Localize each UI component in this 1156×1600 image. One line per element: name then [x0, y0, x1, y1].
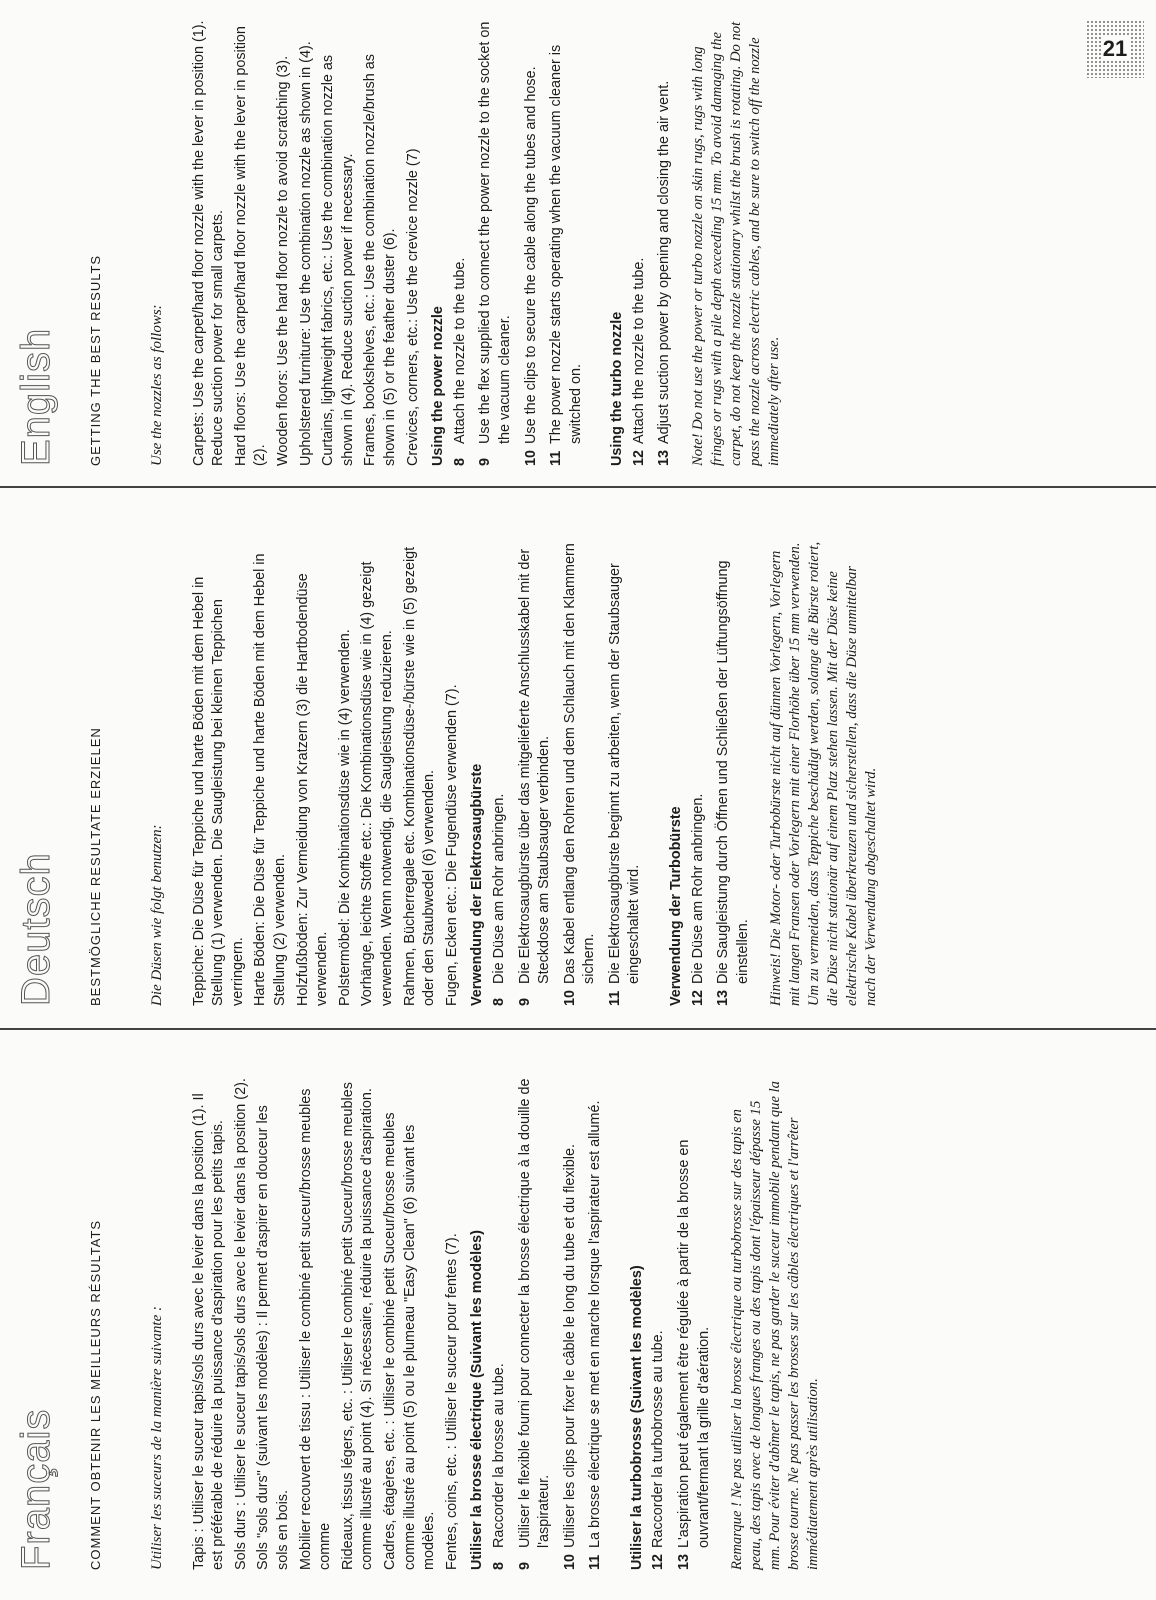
paragraph: Polstermöbel: Die Kombinationsdüse wie in (4) verwenden. [336, 629, 353, 1006]
paragraph: Curtains, lightweight fabrics, etc.: Use the combination nozzle as shown in (4). Reduce suction power if necessary. [320, 54, 356, 466]
paragraph: Vorhänge, leichte Stoffe etc.: Die Kombinationsdüse wie in (4) gezeigt verwenden. Wenn notwendig, die Saugleistung reduzieren. [359, 561, 395, 1006]
step-text: Utiliser les clips pour fixer le câble le long du tube et du flexible. [561, 1144, 578, 1548]
step-text: Attach the nozzle to the tube. [451, 257, 468, 444]
step-number: 10 [561, 989, 578, 1006]
paragraph: Frames, bookshelves, etc.: Use the combination nozzle/brush as shown in (5) or the feather duster (6). [362, 54, 398, 466]
step-text: La brosse électrique se met en marche lorsque l'aspirateur est allumé. [587, 1100, 604, 1548]
warning-note: Hinweis! Die Motor- oder Turbobürste nicht auf dünnen Vorlegern, Vorlegern mit langen Fransen oder Vorlegern mit einer Florhöhe über 15 mm verwenden. Um zu vermeiden, dass Teppiche beschädigt werden, solange die Bürste rotiert, die Düse nicht stationär auf einem Platz stehen lassen. Mit der Düse keine elektrische Kabel überkreuzen und sicherstellen, dass die Düse unmittelbar nach der Verwendung abgeschaltet wird. [768, 541, 880, 1006]
step-number: 12 [630, 449, 647, 466]
turbo-nozzle-heading: Using the turbo nozzle [609, 311, 626, 466]
german-body [148, 536, 881, 1006]
intro-text: Use the nozzles as follows: [149, 304, 165, 466]
step-text: Das Kabel entlang den Rohren und dem Schlauch mit den Klammern sichern. [561, 543, 598, 984]
paragraph: Wooden floors: Use the hard floor nozzle to avoid scratching (3). [274, 55, 291, 466]
french-body [148, 1076, 823, 1570]
step-number: 9 [516, 997, 533, 1006]
step-text: Adjust suction power by opening and closing the air vent. [656, 80, 673, 444]
page-number [1086, 20, 1144, 78]
step-text: Use the flex supplied to connect the power nozzle to the socket on the vacuum cleaner. [477, 21, 513, 444]
step-item [490, 1076, 510, 1570]
step-number: 8 [490, 1561, 507, 1570]
step-number: 11 [587, 1554, 604, 1570]
paragraph: Mobilier recouvert de tissu : Utiliser le combiné petit suceur/brosse meubles comme [297, 1088, 334, 1570]
step-text: Raccorder la turbobrosse au tube. [650, 1330, 667, 1548]
paragraph: Holzfußböden: Zur Vermeidung von Kratzern (3) die Hartbodendüse verwenden. [294, 573, 331, 1006]
paragraph: Hard floors: Use the carpet/hard floor nozzle with the lever in position (2). [232, 26, 269, 466]
paragraph: Fentes, coins, etc. : Utiliser le suceur pour fentes (7). [443, 1233, 460, 1570]
step-item [476, 10, 515, 466]
english-column [0, 0, 1156, 488]
paragraph: Tapis : Utiliser le suceur tapis/sols durs avec le levier dans la position (1). Il est préférable de réduire la puissance d'aspiration pour les petits tapis. [190, 1093, 227, 1570]
step-item [606, 536, 645, 1006]
intro-text: Die Düsen wie folgt benutzen: [149, 824, 165, 1006]
paragraph: Cadres, étagères, etc. : Utiliser le combiné petit Suceur/brosse meubles comme illustré au point (5) ou le plumeau "Easy Clean" (6) suivant les modèles. [381, 1112, 438, 1570]
paragraph: Rideaux, tissus légers, etc. : Utiliser le combiné petit Suceur/brosse meubles comme illustré au point (4). Si nécessaire, réduire la puissance d'aspiration. [339, 1082, 376, 1570]
step-item [649, 1076, 669, 1570]
language-title: Français [14, 1408, 58, 1570]
step-item [522, 10, 542, 466]
step-number: 9 [516, 1561, 533, 1570]
power-nozzle-heading: Utiliser la brosse électrique (Suivant les modèles) [469, 1230, 486, 1570]
paragraph: Sols "sols durs" (suivant les modèles) : Il permet d'aspirer en douceur les sols en bois. [255, 1105, 291, 1570]
step-number: 12 [689, 989, 706, 1006]
language-title: Deutsch [14, 852, 58, 1006]
step-text: Die Düse am Rohr anbringen. [490, 793, 507, 984]
page-number-text: 21 [1102, 36, 1128, 61]
step-item [561, 1076, 581, 1570]
step-text: Die Elektrosaugbürste über das mitgelieferte Anschlusskabel mit der Steckdose am Staubsauger verbinden. [516, 548, 553, 984]
step-number: 13 [715, 989, 732, 1006]
step-text: Die Elektrosaugbürste beginnt zu arbeiten, wenn der Staubsauger eingeschaltet wird. [606, 563, 643, 984]
warning-note: Remarque ! Ne pas utiliser la brosse électrique ou turbobrosse sur des tapis en peau, des tapis avec de longues franges ou des tapis dont l'épaisseur dépasse 15 mm. Pour éviter d'abîmer le tapis, ne pas garder le suceur immobile pendant que la brosse tourne. Ne pas passer les brosses sur les câbles électriques et l'arrêter immédiatement après utilisation. [729, 1081, 822, 1570]
paragraph: Rahmen, Bücherregale etc. Kombinationsdüse-/bürste wie in (5) gezeigt oder den Staubwedel (6) verwenden. [401, 546, 438, 1006]
step-item [516, 536, 555, 1006]
step-number: 11 [606, 990, 623, 1006]
step-item [516, 1076, 555, 1570]
step-number: 13 [656, 449, 673, 466]
step-text: The power nozzle starts operating when the vacuum cleaner is switched on. [548, 44, 584, 444]
step-text: Die Saugleistung durch Öffnen und Schließen der Lüftungsöffnung einstellen. [715, 560, 751, 984]
step-text: L'aspiration peut également être régulée à partir de la brosse en ouvrant/fermant la grille d'aération. [676, 1139, 712, 1548]
step-text: Use the clips to secure the cable along the tubes and hose. [522, 66, 539, 444]
section-heading: BESTMÖGLICHE RESULTATE ERZIELEN [88, 727, 103, 1006]
paragraph: Teppiche: Die Düse für Teppiche und harte Böden mit dem Hebel in Stellung (1) verwenden. Die Saugleistung bei kleinen Teppichen verringern. [190, 576, 246, 1006]
paragraph: Sols durs : Utiliser le suceur tapis/sols durs avec le levier dans la position (2). [232, 1078, 249, 1570]
step-text: Die Düse am Rohr anbringen. [689, 793, 706, 984]
step-item [586, 1076, 606, 1570]
step-number: 9 [477, 457, 494, 466]
step-item [675, 1076, 714, 1570]
warning-note: Note! Do not use the power or turbo nozzle on skin rugs, rugs with long fringes or rugs with a pile depth exceeding 15 mm. To avoid damaging the carpet, do not keep the nozzle stationary whilst the brush is rotating. Do not pass the nozzle across electric cables, and be sure to switch off the nozzle immediately after use. [690, 21, 783, 466]
step-number: 12 [650, 1553, 667, 1570]
step-number: 13 [676, 1553, 693, 1570]
step-item [630, 10, 650, 466]
paragraph: Harte Böden: Die Düse für Teppiche und harte Böden mit dem Hebel in Stellung (2) verwenden. [252, 553, 288, 1006]
step-number: 10 [522, 449, 539, 466]
step-number: 10 [561, 1553, 578, 1570]
section-heading: GETTING THE BEST RESULTS [88, 254, 103, 466]
power-nozzle-heading: Verwendung der Elektrosaugbürste [469, 763, 486, 1006]
step-text: Attach the nozzle to the tube. [630, 257, 647, 444]
paragraph: Carpets: Use the carpet/hard floor nozzle with the lever in position (1). Reduce suction power for small carpets. [190, 20, 227, 466]
paragraph: Upholstered furniture: Use the combination nozzle as shown in (4). [297, 41, 314, 466]
intro-text: Utiliser les suceurs de la manière suivante : [149, 1306, 165, 1570]
section-heading: COMMENT OBTENIR LES MEILLEURS RÉSULTATS [88, 1219, 103, 1570]
step-text: Raccorder la brosse au tube. [490, 1363, 507, 1548]
french-column [0, 1050, 1156, 1570]
german-column [0, 510, 1156, 1030]
turbo-nozzle-heading: Utiliser la turbobrosse (Suivant les modèles) [628, 1265, 645, 1570]
step-item [451, 10, 471, 466]
paragraph: Fugen, Ecken etc.: Die Fugendüse verwenden (7). [443, 684, 460, 1006]
turbo-nozzle-heading: Verwendung der Turbobürste [668, 806, 685, 1006]
step-item [547, 10, 586, 466]
step-item [689, 536, 709, 1006]
step-item [490, 536, 510, 1006]
step-number: 8 [490, 997, 507, 1006]
english-body [148, 10, 784, 466]
language-title: English [14, 327, 58, 466]
step-item [561, 536, 600, 1006]
step-item [714, 536, 753, 1006]
step-number: 8 [451, 457, 468, 466]
paragraph: Crevices, corners, etc.: Use the crevice nozzle (7) [404, 148, 421, 466]
step-text: Utiliser le flexible fourni pour connecter la brosse électrique à la douille de l'aspirateur. [516, 1078, 553, 1548]
power-nozzle-heading: Using the power nozzle [430, 306, 447, 466]
step-number: 11 [548, 450, 565, 466]
step-item [655, 10, 675, 466]
